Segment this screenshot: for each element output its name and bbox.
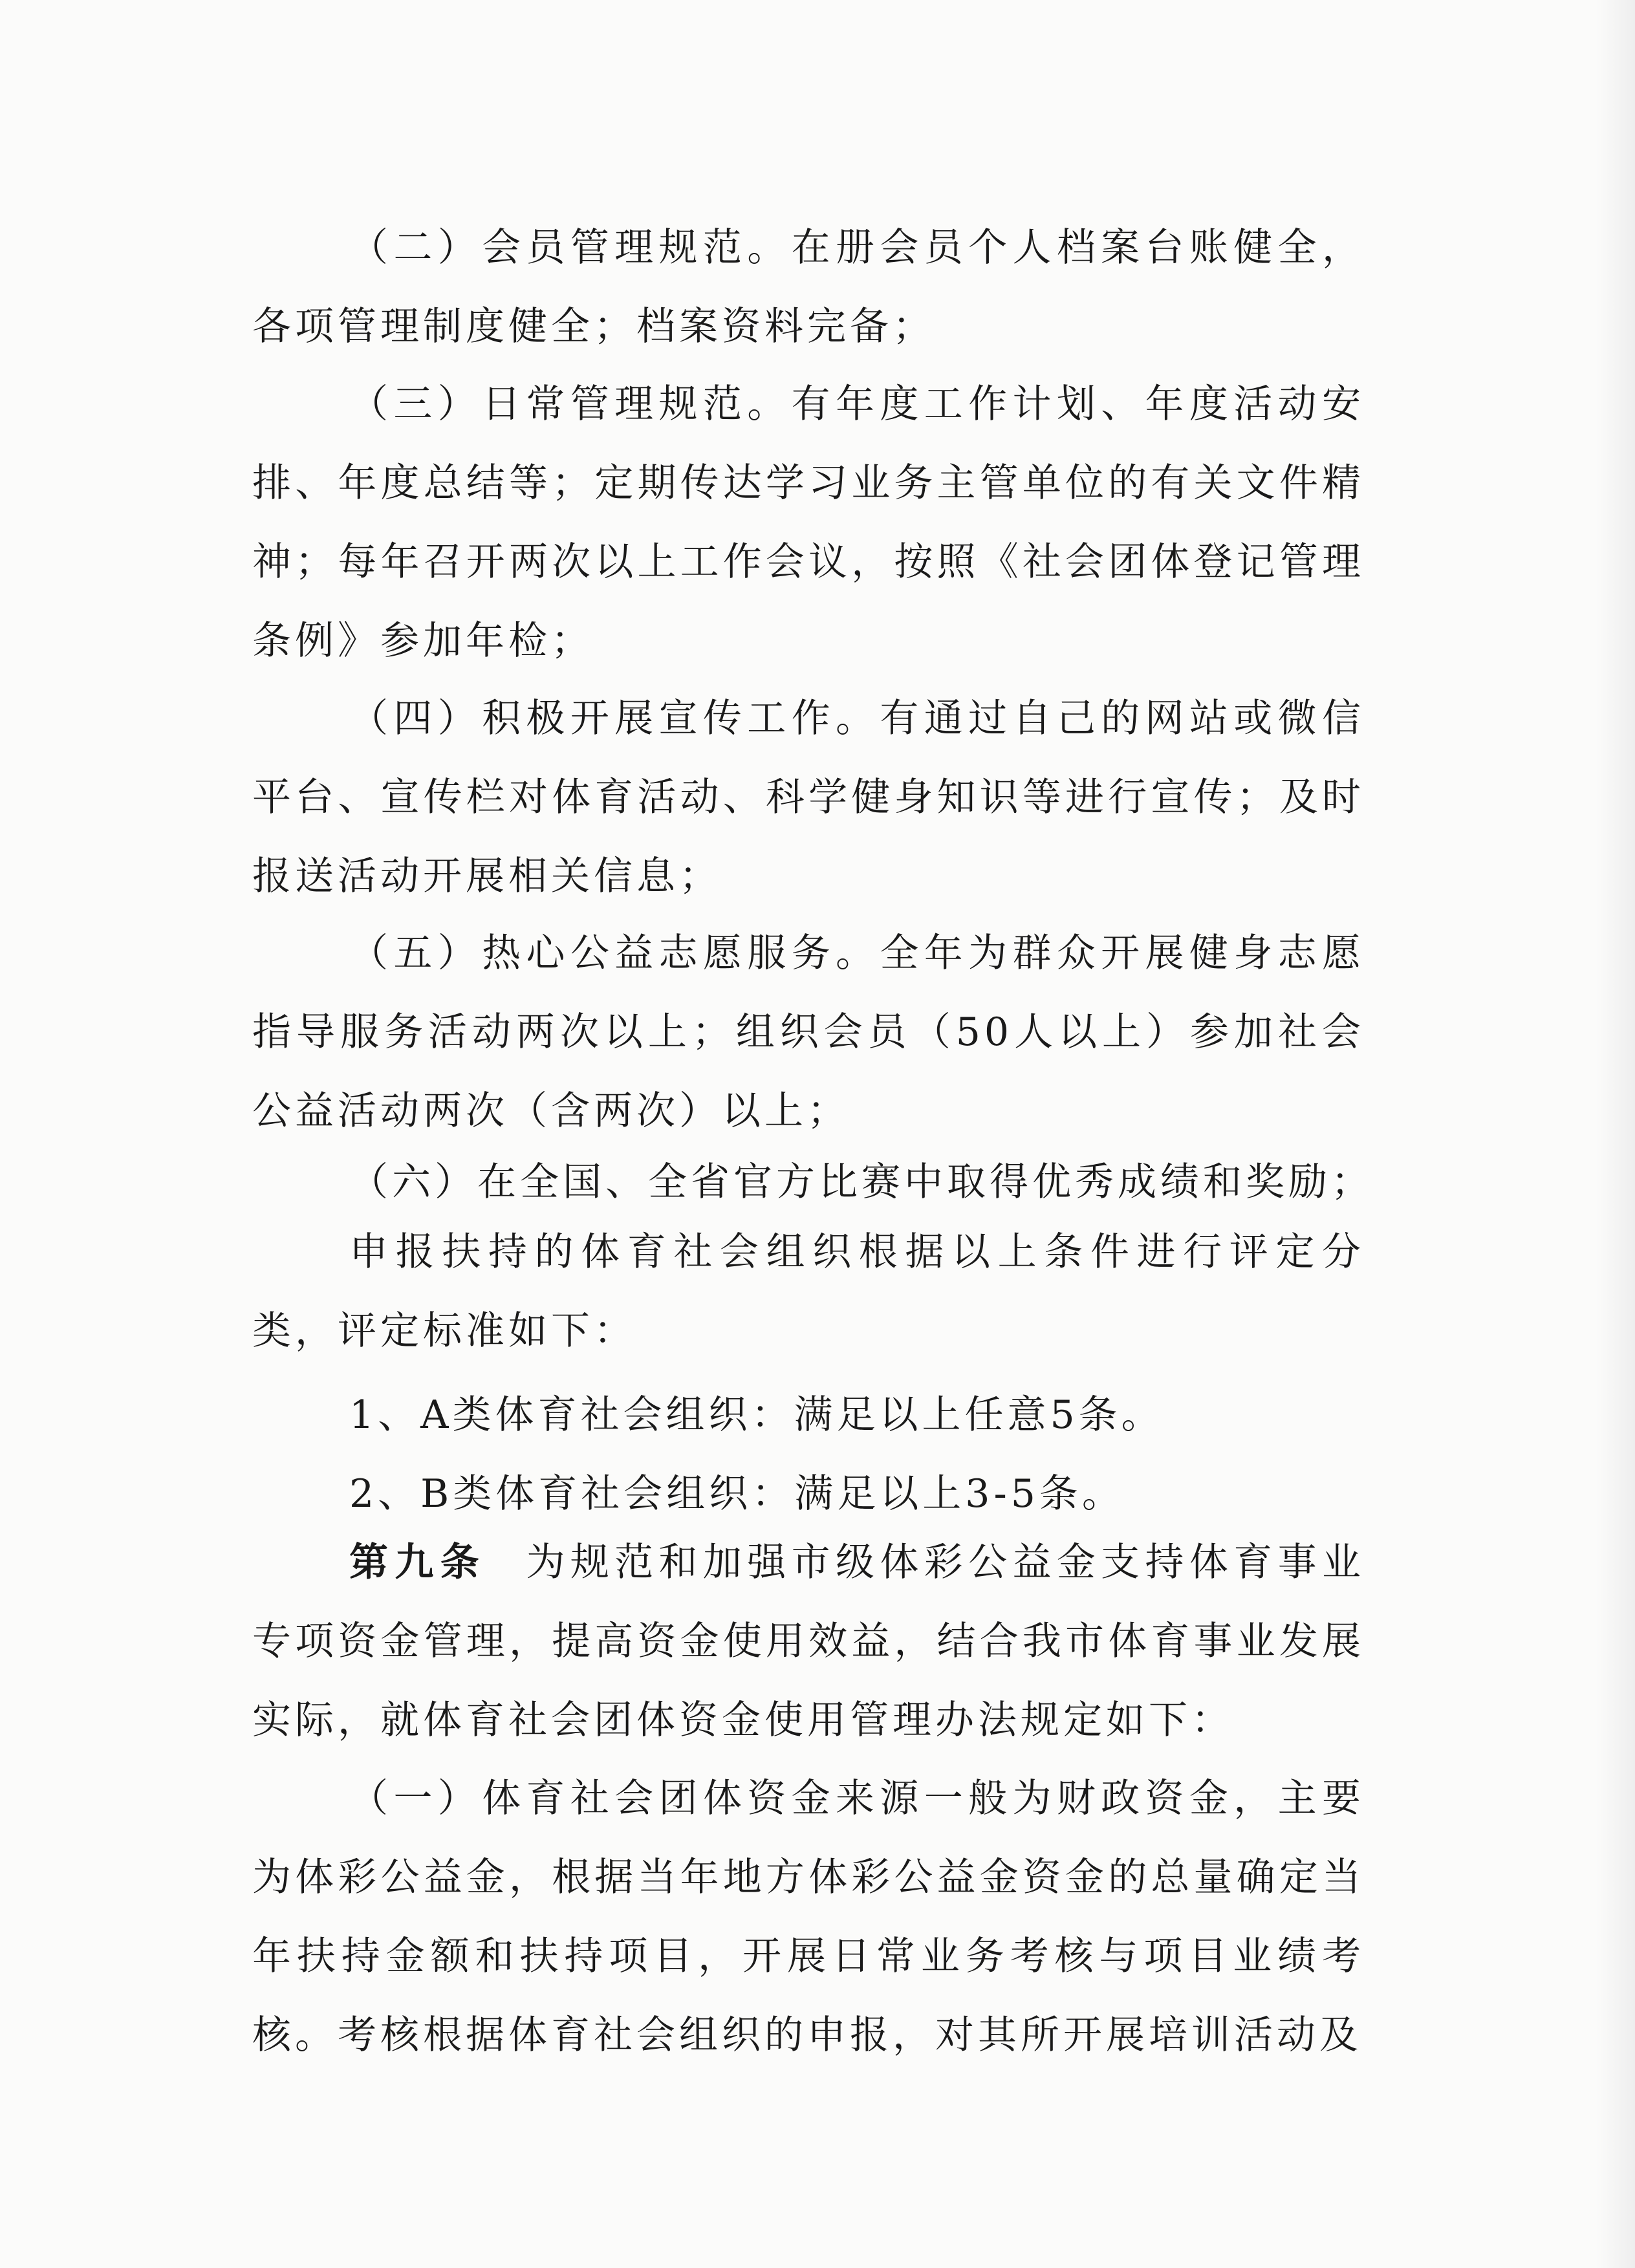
article-9-body: 为规范和加强市级体彩公益金支持体育事业专项资金管理，提高资金使用效益，结合我市体育事业发展实际，就体育社会团体资金使用管理办法规定如下： [252, 1540, 1365, 1743]
paragraph-5: （五）热心公益志愿服务。全年为群众开展健身志愿指导服务活动两次以上；组织会员（50人以上）参加社会公益活动两次（含两次）以上； [252, 931, 1365, 1134]
paragraph-2: （二）会员管理规范。在册会员个人档案台账健全，各项管理制度健全；档案资料完备； [252, 225, 1365, 349]
paragraph-6: （六）在全国、全省官方比赛中取得优秀成绩和奖励； [349, 1160, 1374, 1205]
paragraph-11: （一）体育社会团体资金来源一般为财政资金，主要为体彩公益金，根据当年地方体彩公益金资金的总量确定当年扶持金额和扶持项目，开展日常业务考核与项目业绩考核。考核根据体育社会组织的申报，对其所开展培训活动及 [252, 1776, 1365, 2058]
paragraph-7: 申报扶持的体育社会组织根据以上条件进行评定分类，评定标准如下： [252, 1229, 1365, 1354]
criteria-a: 1、A类体育社会组织：满足以上任意5条。 [349, 1392, 1164, 1438]
paragraph-4: （四）积极开展宣传工作。有通过自己的网站或微信平台、宣传栏对体育活动、科学健身知识等进行宣传；及时报送活动开展相关信息； [252, 696, 1365, 899]
article-9-heading: 第九条 [349, 1540, 486, 1585]
article-9 [252, 1523, 1365, 1760]
scan-edge-shadow [1596, 0, 1635, 2268]
criteria-b: 2、B类体育社会组织：满足以上3-5条。 [349, 1471, 1125, 1517]
paragraph-3: （三）日常管理规范。有年度工作计划、年度活动安排、年度总结等；定期传达学习业务主管单位的有关文件精神；每年召开两次以上工作会议，按照《社会团体登记管理条例》参加年检； [252, 382, 1365, 664]
